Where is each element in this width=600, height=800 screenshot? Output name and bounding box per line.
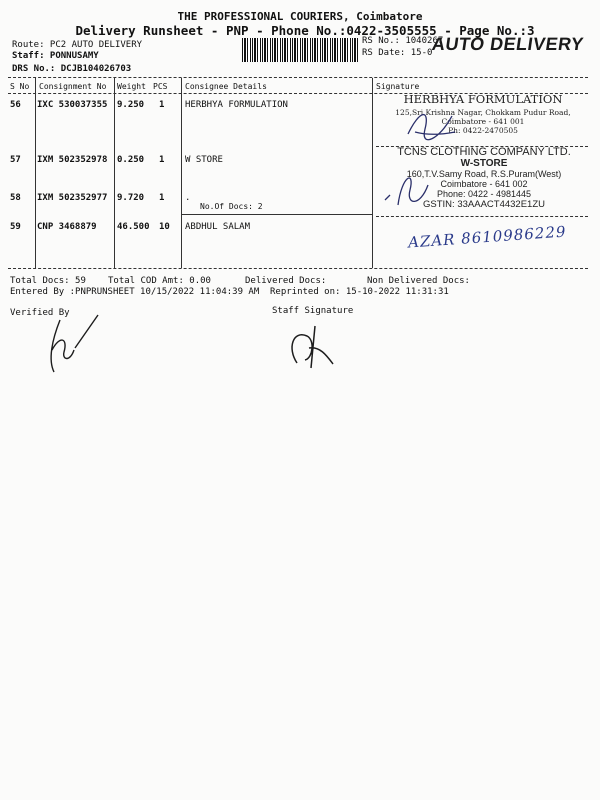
staff-signature-mark (285, 318, 340, 373)
stamp-name: HERBHYA FORMULATION (403, 92, 563, 106)
barcode (242, 38, 358, 62)
drs-label: DRS No.: DCJB104026703 (12, 64, 132, 74)
table-row-sno: 57 (10, 155, 21, 165)
handwritten-note: AZAR 8610986229 (407, 222, 568, 252)
col-divider (35, 78, 36, 268)
stamp-phone: Phone: 0422 - 4981445 (436, 189, 532, 199)
stamp-address: 125,Sri Krishna Nagar, Chokkam Pudur Road, (395, 108, 571, 117)
delivered-docs: Delivered Docs: (245, 276, 327, 286)
table-row-consignment: CNP 3468879 (37, 222, 97, 232)
table-row-sno: 58 (10, 193, 21, 203)
table-bottom-rule (8, 268, 588, 269)
table-row-consignment: IXM 502352978 (37, 155, 108, 165)
non-delivered-docs: Non Delivered Docs: (367, 276, 470, 286)
entered-by: Entered By :PNPRUNSHEET 10/15/2022 11:04:39 AM (10, 287, 260, 297)
total-cod: Total COD Amt: 0.00 (108, 276, 211, 286)
table-row-weight: 9.720 (117, 193, 145, 203)
row-divider (182, 214, 372, 215)
table-row-pcs: 1 (159, 193, 165, 203)
header-consignee: Consignee Details (185, 82, 267, 91)
signature-divider (376, 216, 588, 217)
table-row-consignment: IXC 530037355 (37, 100, 108, 110)
table-row-sno: 56 (10, 100, 21, 110)
table-row-consignee: ABDHUL SALAM (185, 222, 251, 232)
route-label: Route: PC2 AUTO DELIVERY (12, 40, 143, 50)
table-row-pcs: 1 (159, 100, 165, 110)
header-sno: S No (10, 82, 30, 91)
table-row-consignee: . (185, 193, 191, 203)
stamp-store: W-STORE (460, 158, 508, 169)
staff-label: Staff: PONNUSAMY (12, 51, 99, 61)
stamp-city: Coimbatore - 641 001 (441, 117, 525, 126)
table-row-consignee: HERBHYA FORMULATION (185, 100, 288, 110)
stamp-gstin: GSTIN: 33AAACT4432E1ZU (423, 199, 545, 210)
header-consignment: Consignment No (39, 82, 107, 91)
auto-delivery-stamp: AUTO DELIVERY (430, 34, 586, 54)
runsheet-title: Delivery Runsheet - PNP - Phone No.:0422-3505555 - Page No.:3 (75, 23, 535, 38)
table-row-pcs: 1 (159, 155, 165, 165)
header-signature: Signature (376, 82, 420, 91)
rs-date: RS Date: 15-0 (362, 48, 433, 58)
tcns-signature (380, 165, 435, 215)
col-divider (181, 78, 182, 268)
table-top-rule (8, 77, 588, 78)
table-row-docs: No.Of Docs: 2 (200, 202, 263, 211)
header-pcs: PCS (153, 82, 168, 91)
table-row-weight: 9.250 (117, 100, 145, 110)
table-row-weight: 46.500 (117, 222, 150, 232)
reprinted-on: Reprinted on: 15-10-2022 11:31:31 (270, 287, 449, 297)
stamp-name: TCNS CLOTHING COMPANY LTD. (397, 146, 571, 158)
verifier-signature (40, 310, 110, 380)
col-divider (372, 78, 373, 268)
stamp-city: Coimbatore - 641 002 (440, 179, 528, 189)
table-row-sno: 59 (10, 222, 21, 232)
table-row-consignment: IXM 502352977 (37, 193, 108, 203)
herbhya-signature (400, 104, 460, 146)
table-row-consignee: W STORE (185, 155, 223, 165)
header-weight: Weight (117, 82, 146, 91)
rs-number: RS No.: 1040267 (362, 36, 444, 46)
verified-by-label: Verified By (10, 308, 70, 318)
table-row-pcs: 10 (159, 222, 170, 232)
company-title: THE PROFESSIONAL COURIERS, Coimbatore (177, 10, 423, 23)
staff-signature-label: Staff Signature (272, 306, 354, 316)
stamp-address: 160,T.V.Samy Road, R.S.Puram(West) (406, 169, 562, 179)
table-row-weight: 0.250 (117, 155, 145, 165)
stamp-phone: Ph: 0422-2470505 (448, 126, 518, 135)
total-docs: Total Docs: 59 (10, 276, 86, 286)
col-divider (114, 78, 115, 268)
